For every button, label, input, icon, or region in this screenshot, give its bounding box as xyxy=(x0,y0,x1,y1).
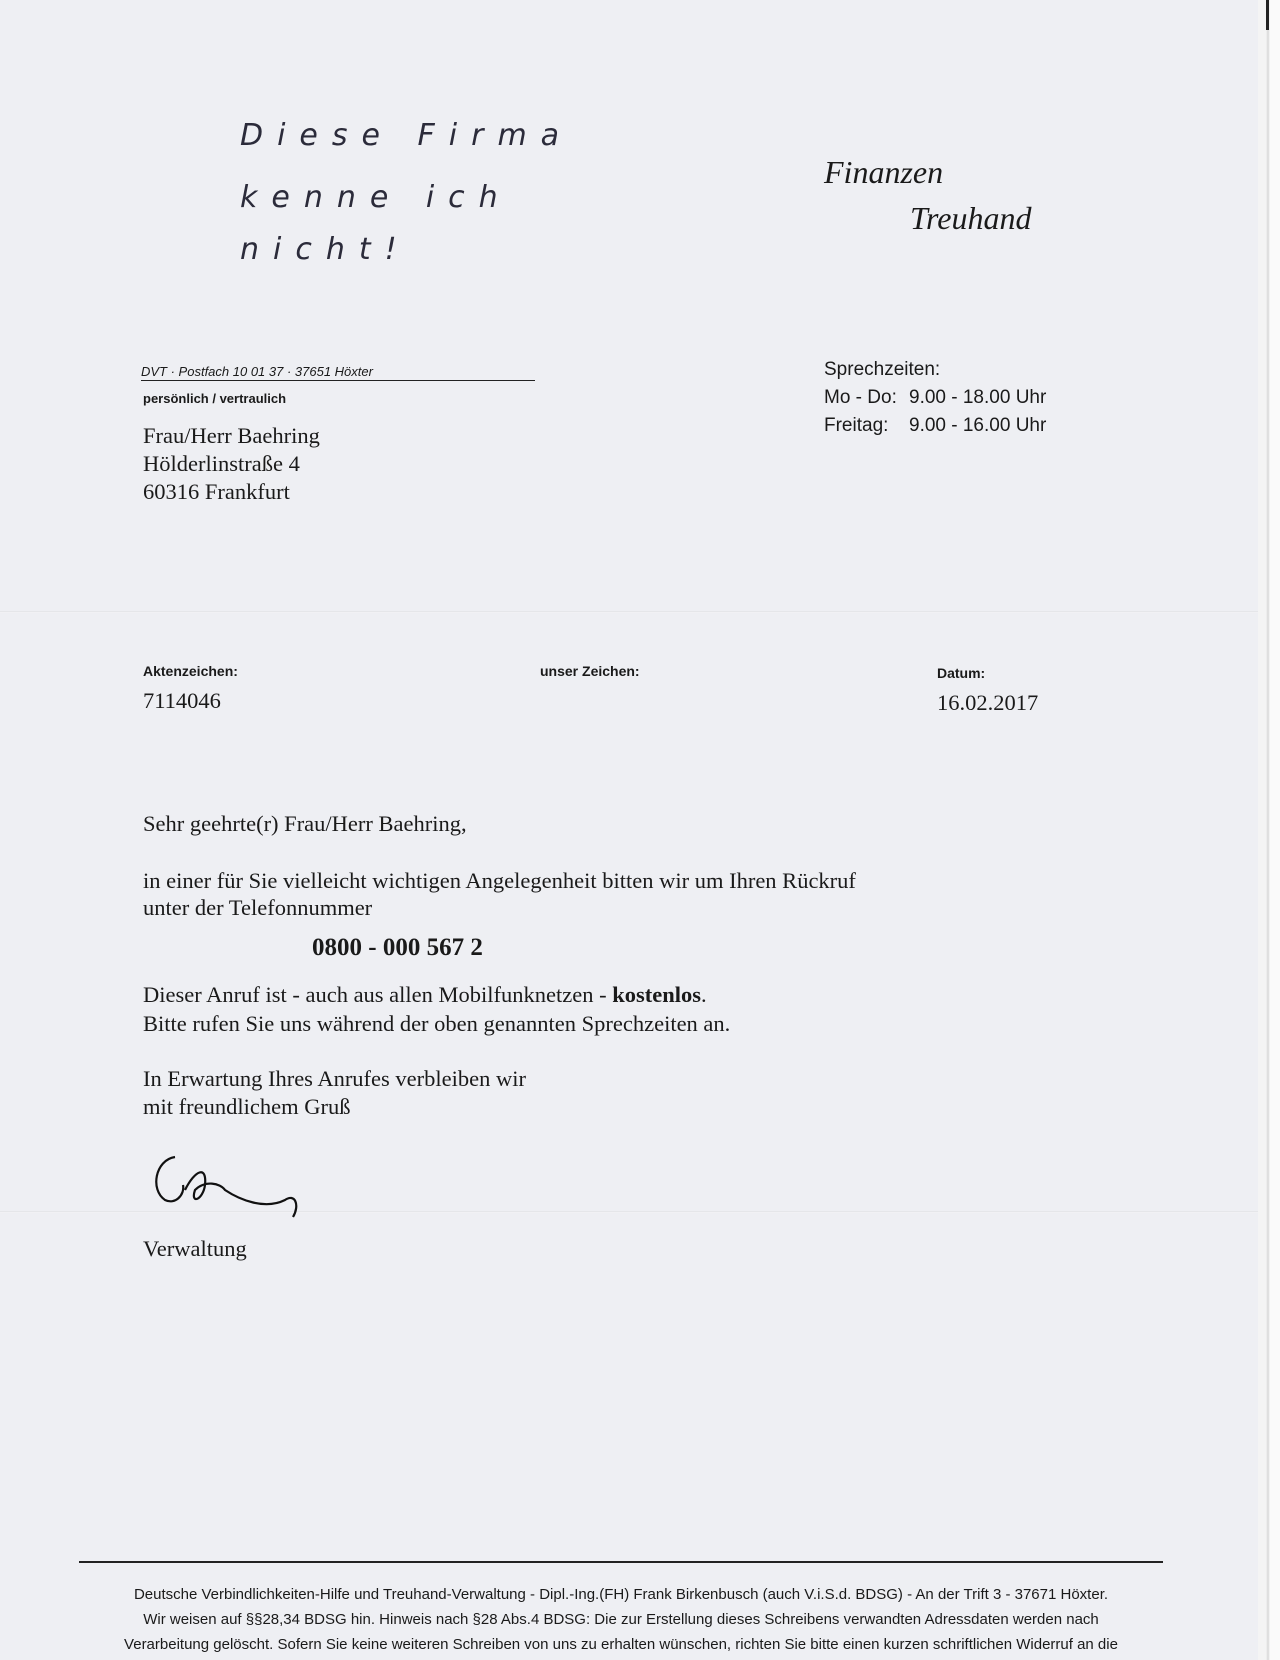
recipient-name: Frau/Herr Baehring xyxy=(143,423,320,448)
footer-divider xyxy=(79,1561,1163,1563)
signature-name: Verwaltung xyxy=(143,1236,247,1261)
text: . xyxy=(701,982,707,1007)
footer xyxy=(79,1582,1163,1657)
scan-edge xyxy=(1258,0,1280,1660)
office-hours-day: Freitag: xyxy=(824,415,889,436)
closing-line: In Erwartung Ihres Anrufes verbleiben wir xyxy=(143,1066,526,1091)
office-hours-title: Sprechzeiten: xyxy=(824,359,941,380)
office-hours-day: Mo - Do: xyxy=(824,387,897,408)
fold-line xyxy=(0,611,1258,613)
phone-number: 0800 - 000 567 2 xyxy=(312,934,483,961)
sender-return-address: DVT · Postfach 10 01 37 · 37651 Höxter xyxy=(141,364,535,381)
handwritten-line: Diese Firma xyxy=(240,118,574,153)
handwritten-line: nicht! xyxy=(240,232,411,267)
footer-line: Deutsche Verbindlichkeiten-Hilfe und Treuhand-Verwaltung - Dipl.-Ing.(FH) Frank Birkenbusch (auch V.i.S.d. BDSG) - An der Trift 3 - 37671 Höxter. xyxy=(133,1586,1109,1603)
office-hours-time: 9.00 - 18.00 Uhr xyxy=(909,387,1047,408)
text: Dieser Anruf ist - auch aus allen Mobilfunknetzen - xyxy=(143,982,613,1007)
paragraph-line xyxy=(143,982,707,1008)
recipient-city: 60316 Frankfurt xyxy=(143,479,290,504)
footer-line: Wir weisen auf §§28,34 BDSG hin. Hinweis nach §28 Abs.4 BDSG: Die zur Erstellung dieses Schreibens verwandten Adressdaten werden nach xyxy=(143,1611,1099,1628)
office-hours-time: 9.00 - 16.00 Uhr xyxy=(909,415,1047,436)
closing-line: mit freundlichem Gruß xyxy=(143,1094,351,1119)
salutation: Sehr geehrte(r) Frau/Herr Baehring, xyxy=(143,811,467,836)
footer-line: Verarbeitung gelöscht. Sofern Sie keine weiteren Schreiben von uns zu erhalten wünschen, richten Sie bitte einen kurzen schriftlichen Widerruf an die xyxy=(124,1636,1118,1653)
confidential-label: persönlich / vertraulich xyxy=(143,391,287,406)
paragraph-line: Bitte rufen Sie uns während der oben genannten Sprechzeiten an. xyxy=(143,1011,731,1036)
signature-icon xyxy=(145,1145,315,1235)
unser-zeichen-label: unser Zeichen: xyxy=(540,663,640,679)
datum-value: 16.02.2017 xyxy=(937,690,1039,715)
datum-label: Datum: xyxy=(937,665,986,681)
paragraph-line: unter der Telefonnummer xyxy=(143,895,373,920)
recipient-street: Hölderlinstraße 4 xyxy=(143,451,300,476)
aktenzeichen-value: 7114046 xyxy=(143,688,221,713)
free-of-charge-emphasis: kostenlos xyxy=(612,982,702,1007)
handwritten-line: kenne ich xyxy=(240,180,512,215)
paragraph-line: in einer für Sie vielleicht wichtigen Angelegenheit bitten wir um Ihren Rückruf xyxy=(143,868,856,893)
aktenzeichen-label: Aktenzeichen: xyxy=(143,663,238,679)
logo-line-2: Treuhand xyxy=(910,200,1032,236)
logo-line-1: Finanzen xyxy=(824,154,944,190)
